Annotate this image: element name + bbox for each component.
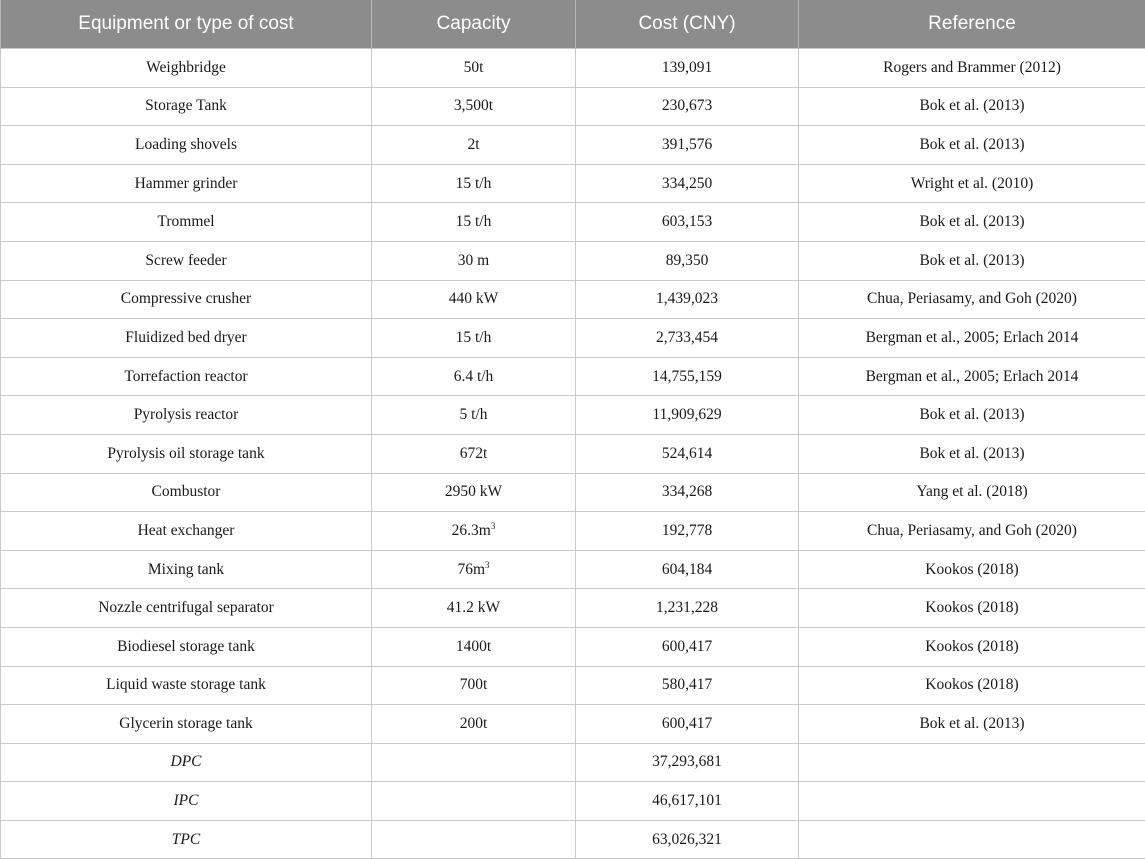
table-row <box>1 705 1145 744</box>
equipment-cell: Fluidized bed dryer <box>1 319 372 358</box>
summary-label: IPC <box>1 782 372 821</box>
capacity-cell: 700t <box>372 666 576 705</box>
reference-cell: Bergman et al., 2005; Erlach 2014 <box>799 357 1145 396</box>
summary-cost: 37,293,681 <box>576 743 799 782</box>
empty-cell <box>372 820 576 859</box>
reference-cell: Kookos (2018) <box>799 627 1145 666</box>
table-row <box>1 357 1145 396</box>
empty-cell <box>799 743 1145 782</box>
reference-cell: Bok et al. (2013) <box>799 396 1145 435</box>
reference-cell: Rogers and Brammer (2012) <box>799 49 1145 88</box>
reference-cell: Wright et al. (2010) <box>799 164 1145 203</box>
capacity-cell: 41.2 kW <box>372 589 576 628</box>
capacity-cell: 15 t/h <box>372 319 576 358</box>
summary-cost: 63,026,321 <box>576 820 799 859</box>
cost-cell: 230,673 <box>576 87 799 126</box>
equipment-cell: Glycerin storage tank <box>1 705 372 744</box>
capacity-cell: 672t <box>372 434 576 473</box>
reference-cell: Chua, Periasamy, and Goh (2020) <box>799 280 1145 319</box>
cost-cell: 1,439,023 <box>576 280 799 319</box>
reference-cell: Bergman et al., 2005; Erlach 2014 <box>799 319 1145 358</box>
equipment-cell: Combustor <box>1 473 372 512</box>
table-row <box>1 126 1145 165</box>
cost-cell: 11,909,629 <box>576 396 799 435</box>
capacity-cell: 15 t/h <box>372 164 576 203</box>
reference-cell: Chua, Periasamy, and Goh (2020) <box>799 512 1145 551</box>
reference-cell: Bok et al. (2013) <box>799 705 1145 744</box>
capacity-cell: 2950 kW <box>372 473 576 512</box>
table-row <box>1 473 1145 512</box>
header-capacity: Capacity <box>372 0 576 49</box>
table-row <box>1 87 1145 126</box>
capacity-cell: 3,500t <box>372 87 576 126</box>
table-row <box>1 550 1145 589</box>
capacity-cell: 200t <box>372 705 576 744</box>
reference-cell: Kookos (2018) <box>799 550 1145 589</box>
cost-cell: 139,091 <box>576 49 799 88</box>
table-row <box>1 319 1145 358</box>
equipment-cell: Nozzle centrifugal separator <box>1 589 372 628</box>
table-row <box>1 512 1145 551</box>
table-row <box>1 627 1145 666</box>
cost-cell: 1,231,228 <box>576 589 799 628</box>
table-row <box>1 203 1145 242</box>
empty-cell <box>372 743 576 782</box>
header-cost: Cost (CNY) <box>576 0 799 49</box>
summary-row-ipc <box>1 782 1145 821</box>
table-row <box>1 280 1145 319</box>
table-row <box>1 589 1145 628</box>
capacity-cell: 30 m <box>372 241 576 280</box>
table-header <box>1 0 1145 49</box>
capacity-exponent: 3 <box>485 559 490 569</box>
equipment-cell: Trommel <box>1 203 372 242</box>
cost-cell: 391,576 <box>576 126 799 165</box>
capacity-cell: 1400t <box>372 627 576 666</box>
header-row <box>1 0 1145 49</box>
equipment-cell: Storage Tank <box>1 87 372 126</box>
capacity-cell <box>372 550 576 589</box>
cost-cell: 334,268 <box>576 473 799 512</box>
capacity-cell: 15 t/h <box>372 203 576 242</box>
equipment-cell: Screw feeder <box>1 241 372 280</box>
table-row <box>1 241 1145 280</box>
capacity-cell: 440 kW <box>372 280 576 319</box>
cost-cell: 2,733,454 <box>576 319 799 358</box>
reference-cell: Yang et al. (2018) <box>799 473 1145 512</box>
header-reference: Reference <box>799 0 1145 49</box>
capacity-value: 76m <box>457 561 485 578</box>
capacity-cell: 50t <box>372 49 576 88</box>
capacity-cell: 5 t/h <box>372 396 576 435</box>
equipment-cell: Pyrolysis reactor <box>1 396 372 435</box>
header-equipment: Equipment or type of cost <box>1 0 372 49</box>
equipment-cell: Heat exchanger <box>1 512 372 551</box>
cost-cell: 604,184 <box>576 550 799 589</box>
summary-label: DPC <box>1 743 372 782</box>
table-row <box>1 49 1145 88</box>
cost-cell: 600,417 <box>576 627 799 666</box>
equipment-cell: Pyrolysis oil storage tank <box>1 434 372 473</box>
cost-cell: 334,250 <box>576 164 799 203</box>
cost-cell: 192,778 <box>576 512 799 551</box>
equipment-cell: Loading shovels <box>1 126 372 165</box>
cost-cell: 89,350 <box>576 241 799 280</box>
summary-label: TPC <box>1 820 372 859</box>
cost-cell: 524,614 <box>576 434 799 473</box>
equipment-cell: Hammer grinder <box>1 164 372 203</box>
capacity-cell <box>372 512 576 551</box>
cost-cell: 600,417 <box>576 705 799 744</box>
equipment-cell: Liquid waste storage tank <box>1 666 372 705</box>
reference-cell: Kookos (2018) <box>799 589 1145 628</box>
reference-cell: Bok et al. (2013) <box>799 203 1145 242</box>
table-row <box>1 434 1145 473</box>
equipment-cell: Biodiesel storage tank <box>1 627 372 666</box>
reference-cell: Kookos (2018) <box>799 666 1145 705</box>
reference-cell: Bok et al. (2013) <box>799 126 1145 165</box>
equipment-cell: Mixing tank <box>1 550 372 589</box>
empty-cell <box>799 820 1145 859</box>
equipment-cell: Compressive crusher <box>1 280 372 319</box>
capacity-cell: 2t <box>372 126 576 165</box>
capacity-value: 26.3m <box>452 522 491 539</box>
table-row <box>1 396 1145 435</box>
capacity-exponent: 3 <box>491 521 496 531</box>
reference-cell: Bok et al. (2013) <box>799 434 1145 473</box>
summary-row-dpc <box>1 743 1145 782</box>
table-body <box>1 49 1145 859</box>
equipment-cell: Weighbridge <box>1 49 372 88</box>
capacity-cell: 6.4 t/h <box>372 357 576 396</box>
reference-cell: Bok et al. (2013) <box>799 241 1145 280</box>
cost-cell: 14,755,159 <box>576 357 799 396</box>
empty-cell <box>799 782 1145 821</box>
empty-cell <box>372 782 576 821</box>
cost-cell: 580,417 <box>576 666 799 705</box>
table-row <box>1 666 1145 705</box>
summary-row-tpc <box>1 820 1145 859</box>
cost-cell: 603,153 <box>576 203 799 242</box>
table-row <box>1 164 1145 203</box>
equipment-cell: Torrefaction reactor <box>1 357 372 396</box>
reference-cell: Bok et al. (2013) <box>799 87 1145 126</box>
summary-cost: 46,617,101 <box>576 782 799 821</box>
